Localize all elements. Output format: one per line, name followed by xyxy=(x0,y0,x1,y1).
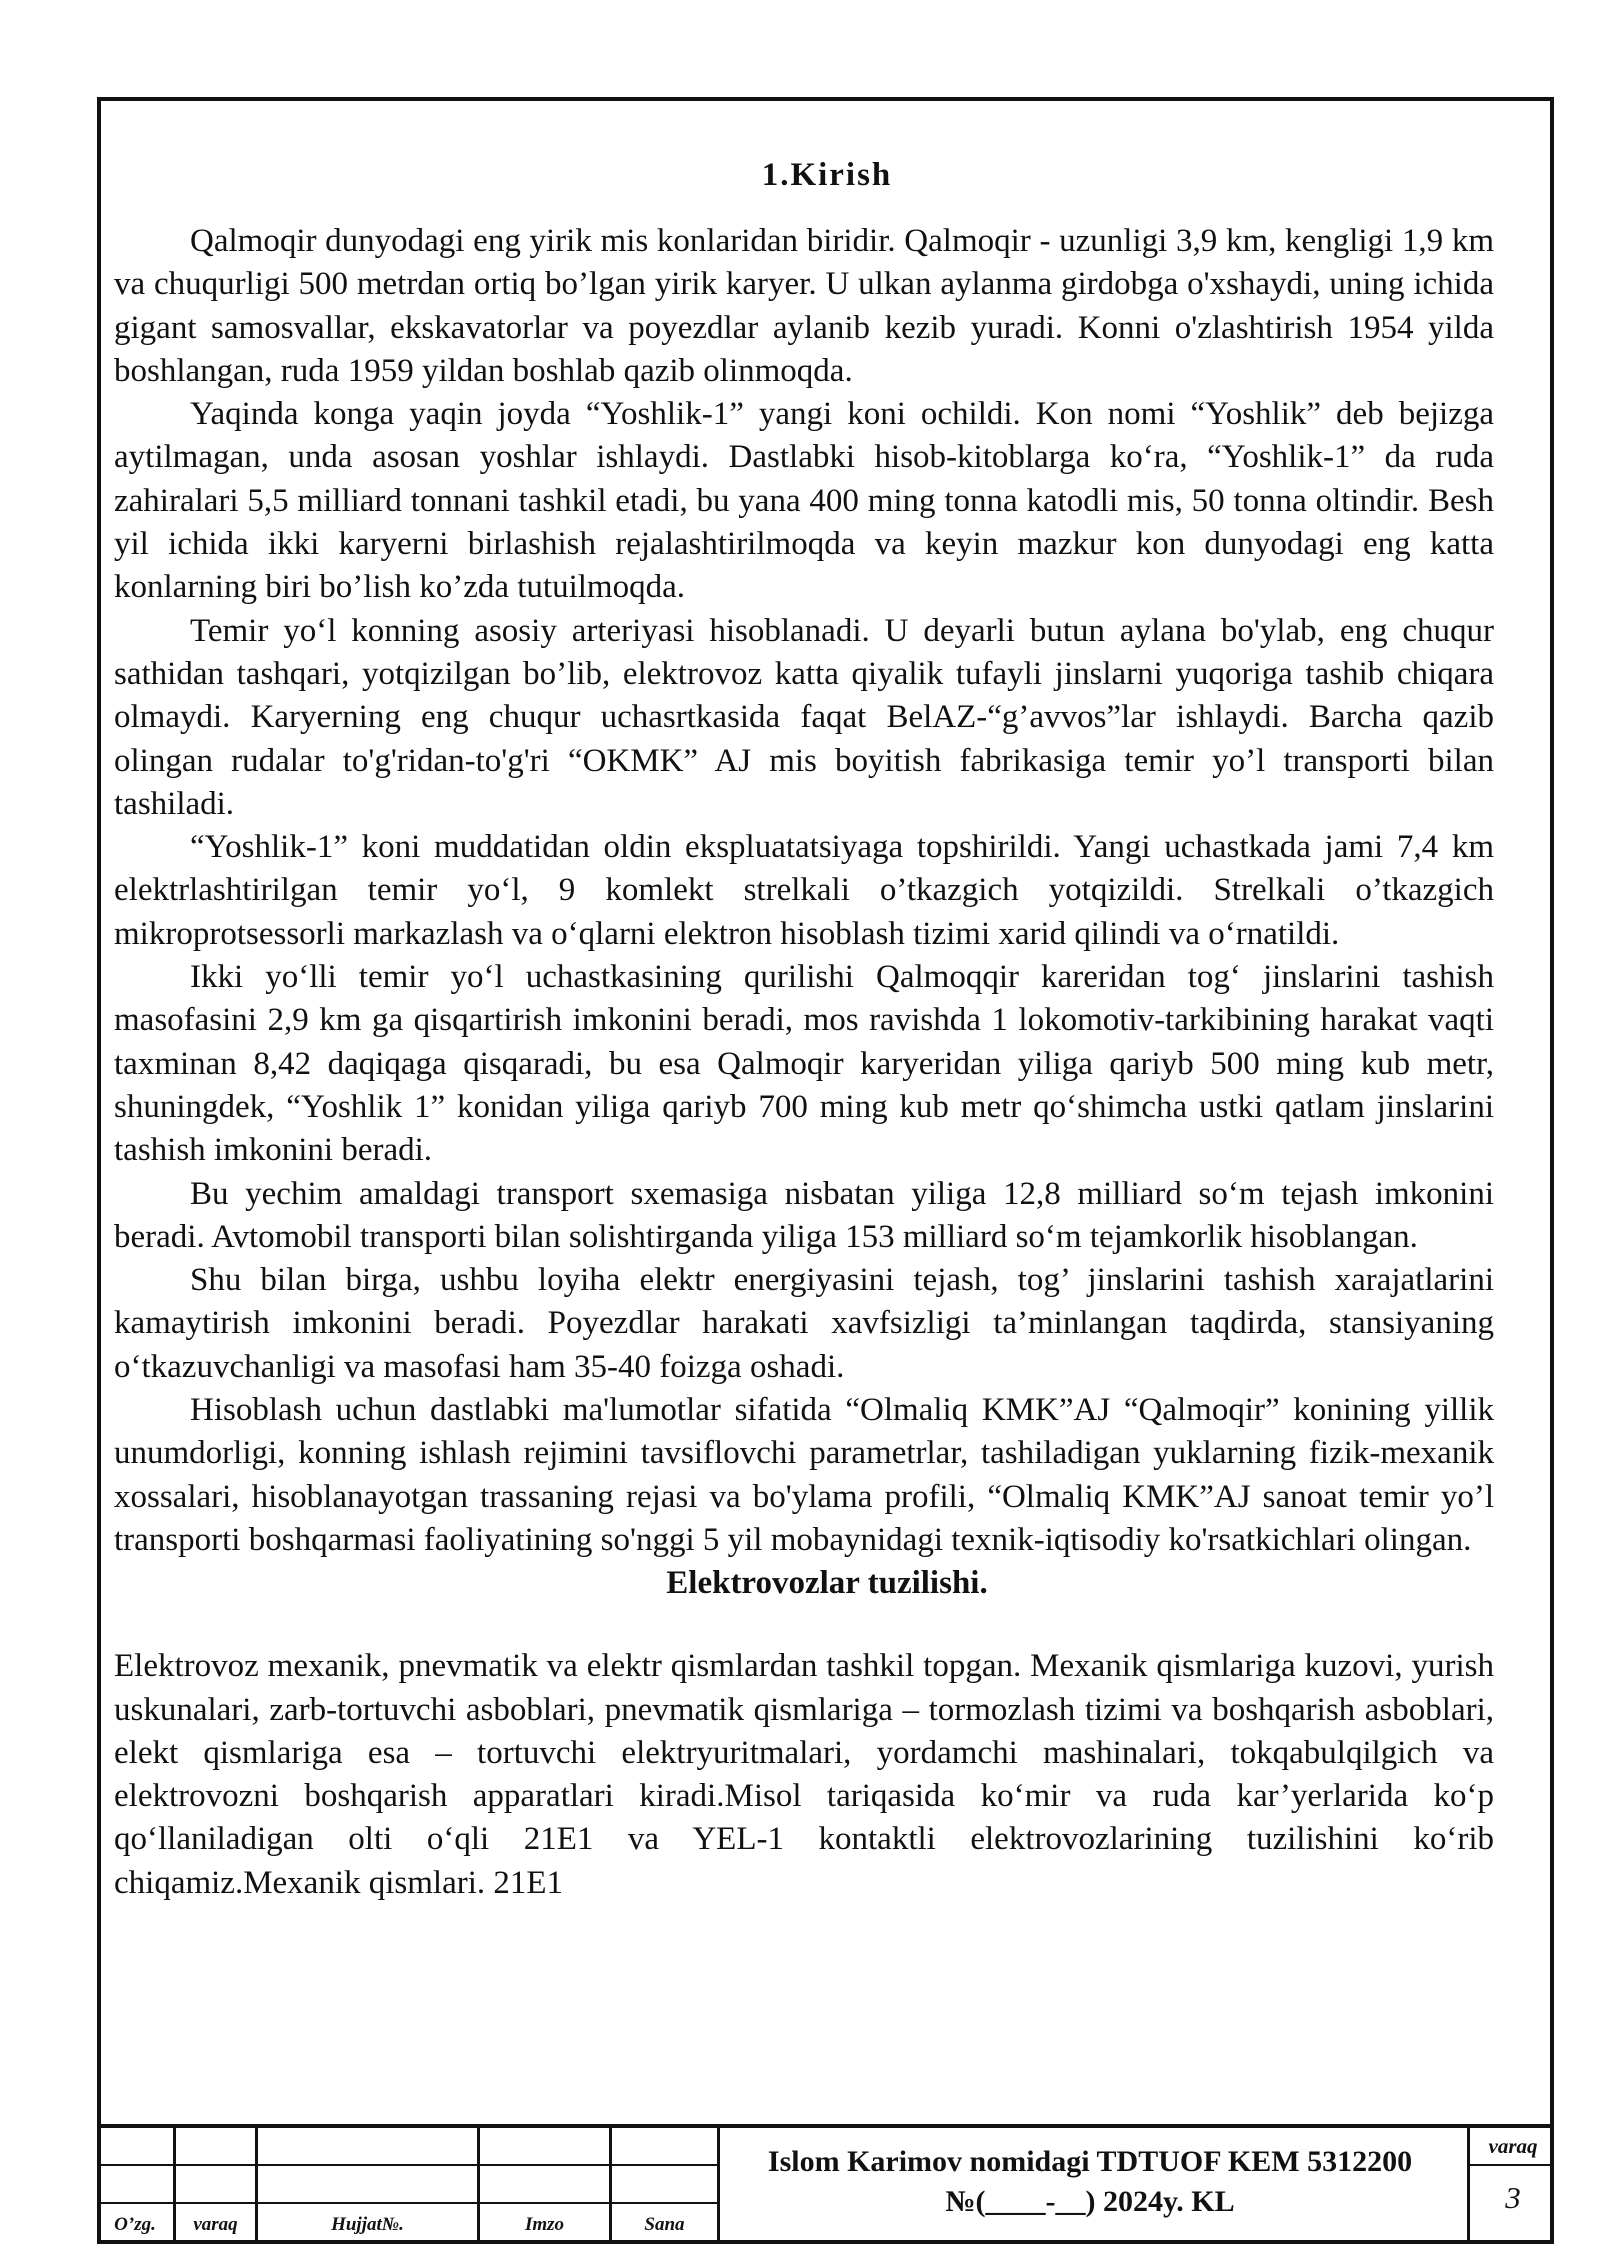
stamp-label-imzo: Imzo xyxy=(524,2214,565,2235)
stamp-label-ozg: O’zg. xyxy=(114,2214,156,2235)
paragraph: Ikki yo‘lli temir yo‘l uchastkasining qurilishi Qalmoqqir kareridan tog‘ jinslarini tashish masofasini 2,9 km ga qisqartirish imkonini beradi, mos ravishda 1 lokomotiv-tarkibining harakat vaqti taxminan 8,42 daqiqaga qisqaradi, bu esa Qalmoqir karyeridan yiliga qariyb 500 ming kub metr, shuningdek, “Yoshlik 1” konidan yiliga qariyb 700 ming kub metr qo‘shimcha ustki qatlam jinslarini tashish imkonini beradi. xyxy=(114,959,1494,1169)
stamp-column-divider xyxy=(1467,2128,1470,2244)
paragraph: Temir yo‘l konning asosiy arteriyasi hisoblanadi. U deyarli butun aylana bo'ylab, eng chuqur sathidan tashqari, yotqizilgan bo’lib, elektrovoz katta qiyalik tufayli jinslarni yuqoriga tashib chiqara olmaydi. Karyerning eng chuqur uchasrtkasida faqat BelAZ-“g’avvos”lar ishlaydi. Barcha qazib olingan rudalar to'g'ridan-to'g'ri “OKMK” AJ mis boyitish fabrikasiga temir yo’l transporti bilan tashiladi. xyxy=(114,612,1494,822)
paragraph: Shu bilan birga, ushbu loyiha elektr energiyasini tejash, tog’ jinslarini tashish xarajatlarini kamaytirish imkonini beradi. Poyezdlar harakati xavfsizligi ta’minlangan taqdirda, stansiyaning o‘tkazuvchanligi va masofasi ham 35-40 foizga oshadi. xyxy=(114,1262,1494,1385)
document-body xyxy=(114,150,1494,1905)
section-paragraph: Elektrovoz mexanik, pnevmatik va elektr qismlardan tashkil topgan. Mexanik qismlariga kuzovi, yurish uskunalari, zarb-tortuvchi asboblari, pnevmatik qismlariga – tormozlash tizimi va boshqarish asboblari, elekt qismlariga esa – tortuvchi elektryuritmalari, yordamchi mashinalari, tokqabulqilgich va elektrovozni boshqarish apparatlari kiradi.Misol tariqasida ko‘mir va ruda kar’yerlarida ko‘p qo‘llaniladigan olti o‘qli 21E1 va YEL-1 kontaktli elektrovozlarining tuzilishini ko‘rib chiqamiz.Mexanik qismlari. 21E1 xyxy=(114,1648,1494,1901)
stamp-label-hujjat: Hujjat№. xyxy=(331,2214,404,2235)
title-block-stamp xyxy=(97,2124,1554,2244)
page-number: 3 xyxy=(1505,2180,1521,2215)
stamp-label-varaq: varaq xyxy=(193,2214,238,2235)
sheet-header: varaq xyxy=(1488,2134,1538,2158)
stamp-row-divider xyxy=(97,2164,717,2166)
section-gap xyxy=(114,1605,1494,1645)
paragraph: “Yoshlik-1” koni muddatidan oldin ekspluatatsiyaga topshirildi. Yangi uchastkada jami 7,4 km elektrlashtirilgan temir yo‘l, 9 komlekt strelkali o’tkazgich yotqizildi. Strelkali o’tkazgich mikroprotsessorli markazlash va o‘qlarni elektron hisoblash tizimi xarid qilindi va o‘rnatildi. xyxy=(114,829,1494,952)
page-title: 1.Kirish xyxy=(761,157,893,193)
stamp-label-sana: Sana xyxy=(644,2214,685,2235)
document-number-line: №(____-__) 2024y. KL xyxy=(945,2185,1235,2218)
organization-code xyxy=(720,2128,1460,2244)
organization-line: Islom Karimov nomidagi TDTUOF KEM 5312200 xyxy=(767,2145,1413,2178)
sheet-divider xyxy=(1470,2164,1554,2166)
stamp-row-divider xyxy=(97,2202,717,2204)
paragraph: Hisoblash uchun dastlabki ma'lumotlar sifatida “Olmaliq KMK”AJ “Qalmoqir” konining yillik unumdorligi, konning ishlash rejimini tavsiflovchi parametrlar, tashiladigan yuklarning fizik-mexanik xossalari, hisoblanayotgan trassaning rejasi va bo'ylama profili, “Olmaliq KMK”AJ sanoat temir yo’l transporti boshqarmasi faoliyatining so'nggi 5 yil mobaynidagi texnik-iqtisodiy ko'rsatkichlari olingan. xyxy=(114,1392,1494,1558)
paragraph: Yaqinda konga yaqin joyda “Yoshlik-1” yangi koni ochildi. Kon nomi “Yoshlik” deb bejizga aytilmagan, unda asosan yoshlar ishlaydi. Dastlabki hisob-kitoblarga ko‘ra, “Yoshlik-1” da ruda zahiralari 5,5 milliard tonnani tashkil etadi, bu yana 400 ming tonna katodli mis, 50 tonna oltindir. Besh yil ichida ikki karyerni birlashish rejalashtirilmoqda va keyin mazkur kon dunyodagi eng katta konlarning biri bo’lish ko’zda tutuilmoqda. xyxy=(114,396,1494,606)
paragraph: Qalmoqir dunyodagi eng yirik mis konlaridan biridir. Qalmoqir - uzunligi 3,9 km, kengligi 1,9 km va chuqurligi 500 metrdan ortiq bo’lgan yirik karyer. U ulkan aylanma girdobga o'xshaydi, uning ichida gigant samosvallar, ekskavatorlar va poyezdlar aylanib kezib yuradi. Konni o'zlashtirish 1954 yilda boshlangan, ruda 1959 yildan boshlab qazib olinmoqda. xyxy=(114,223,1494,389)
section-heading: Elektrovozlar tuzilishi. xyxy=(666,1565,988,1602)
paragraph: Bu yechim amaldagi transport sxemasiga nisbatan yiliga 12,8 milliard so‘m tejash imkonini beradi. Avtomobil transporti bilan solishtirganda yiliga 153 milliard so‘m tejamkorlik hisoblangan. xyxy=(114,1175,1494,1255)
